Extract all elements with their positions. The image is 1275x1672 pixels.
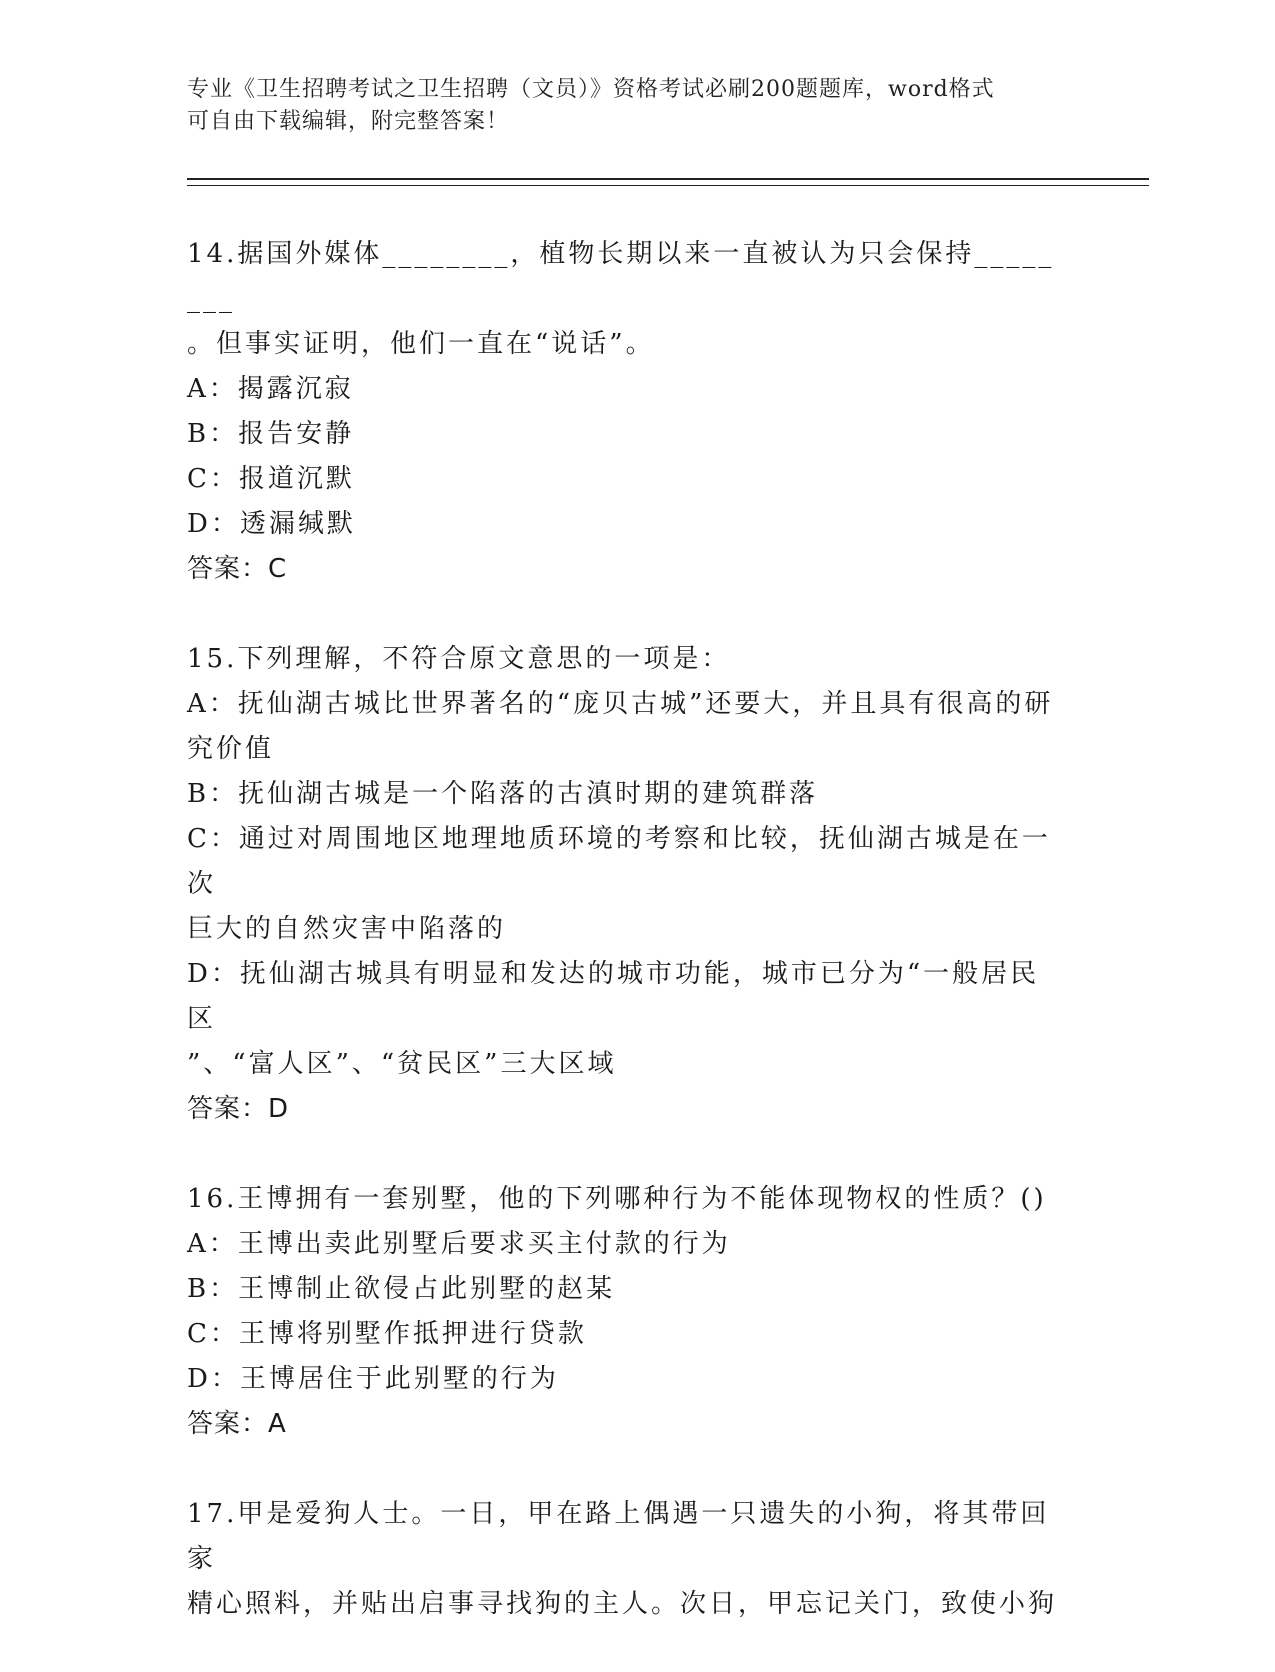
option-a: A：抚仙湖古城比世界著名的“庞贝古城”还要大，并且具有很高的研 xyxy=(187,689,1054,719)
option-c: C：报道沉默 xyxy=(187,464,355,494)
question-14 xyxy=(187,232,1067,592)
question-16 xyxy=(187,1177,1067,1447)
option-a: A：揭露沉寂 xyxy=(187,374,354,404)
answer-line: 答案：A xyxy=(187,1409,287,1439)
question-stem-line: 17.甲是爱狗人士。一日，甲在路上偶遇一只遗失的小狗，将其带回家 xyxy=(187,1499,1050,1574)
option-c: C：通过对周围地区地理地质环境的考察和比较，抚仙湖古城是在一次 xyxy=(187,824,1051,899)
option-c: C：王博将别墅作抵押进行贷款 xyxy=(187,1319,587,1349)
header-line-1: 专业《卫生招聘考试之卫生招聘（文员）》资格考试必刷200题题库，word格式 xyxy=(187,77,995,102)
option-c-continued: 巨大的自然灾害中陷落的 xyxy=(187,914,507,944)
answer-line: 答案：D xyxy=(187,1094,290,1124)
question-list xyxy=(187,232,1067,1672)
option-b: B：抚仙湖古城是一个陷落的古滇时期的建筑群落 xyxy=(187,779,819,809)
question-17 xyxy=(187,1492,1067,1627)
header-line-2: 可自由下载编辑，附完整答案！ xyxy=(187,109,510,134)
answer-line: 答案：C xyxy=(187,554,288,584)
option-d: D：王博居住于此别墅的行为 xyxy=(187,1364,559,1394)
question-stem-line: 。但事实证明，他们一直在“说话”。 xyxy=(187,329,655,359)
question-stem-line: 15.下列理解，不符合原文意思的一项是： xyxy=(187,644,731,674)
option-d: D：抚仙湖古城具有明显和发达的城市功能，城市已分为“一般居民区 xyxy=(187,959,1040,1034)
option-a: A：王博出卖此别墅后要求买主付款的行为 xyxy=(187,1229,731,1259)
document-header xyxy=(187,74,1067,138)
option-b: B：报告安静 xyxy=(187,419,355,449)
option-d: D：透漏缄默 xyxy=(187,509,356,539)
question-stem-line: 14.据国外媒体________，植物长期以来一直被认为只会保持________ xyxy=(187,239,1055,314)
option-a-continued: 究价值 xyxy=(187,734,275,764)
option-d-continued: ”、“富人区”、“贫民区”三大区域 xyxy=(187,1049,617,1079)
question-stem-line: 精心照料，并贴出启事寻找狗的主人。次日，甲忘记关门，致使小狗 xyxy=(187,1589,1058,1619)
question-stem-line: 16.王博拥有一套别墅，他的下列哪种行为不能体现物权的性质？() xyxy=(187,1184,1047,1214)
option-b: B：王博制止欲侵占此别墅的赵某 xyxy=(187,1274,616,1304)
question-15 xyxy=(187,637,1067,1132)
header-divider xyxy=(187,178,1149,186)
